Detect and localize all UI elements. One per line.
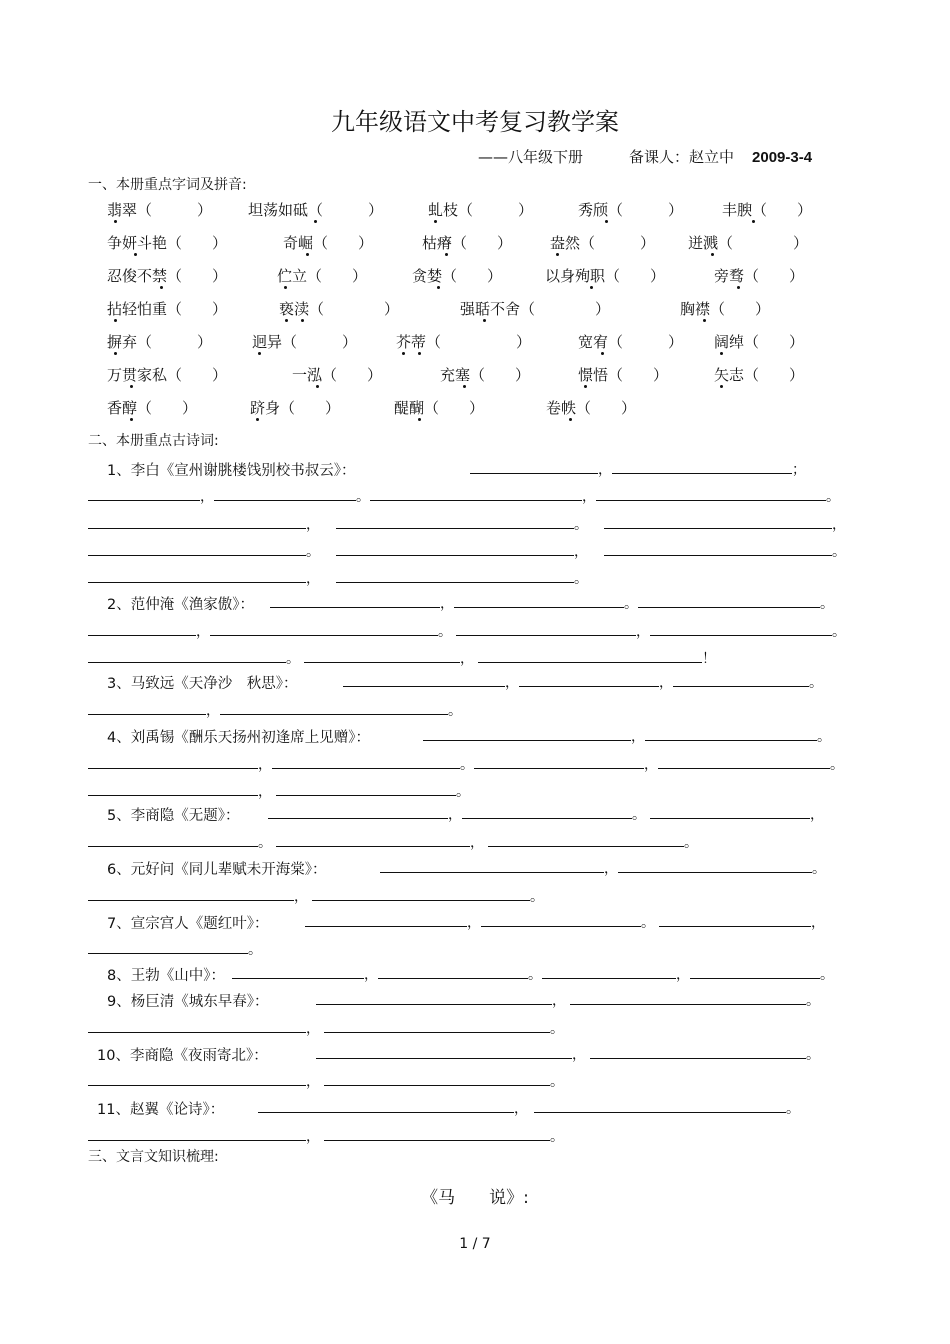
section-heading-poems: 二、本册重点古诗词: bbox=[88, 433, 219, 449]
answer-line: ， ； bbox=[470, 459, 806, 479]
answer-line: ， 。 ， 。 bbox=[88, 486, 840, 506]
answer-line: ， 。 bbox=[380, 858, 826, 878]
answer-line: ， 。 bbox=[88, 568, 588, 588]
answer-line: 。 ， 。 bbox=[88, 541, 846, 561]
answer-line: ， 。 bbox=[88, 1018, 564, 1038]
vocab-item: 枯瘠（ ） bbox=[422, 234, 513, 252]
vocab-item: 旁骛（ ） bbox=[714, 267, 805, 285]
answer-line: ， 。 ， 。 bbox=[232, 964, 834, 984]
vocab-item: 奇崛（ ） bbox=[283, 234, 374, 252]
vocab-item: 秀颀（ ） bbox=[578, 201, 684, 219]
vocab-item: 香醇（ ） bbox=[107, 399, 198, 417]
vocab-item: 阔绰（ ） bbox=[714, 333, 805, 351]
poem-title: 9、杨巨清《城东早春》： bbox=[107, 994, 269, 1010]
vocab-item: 以身殉职（ ） bbox=[545, 267, 666, 285]
vocab-item: 摒弃（ ） bbox=[107, 333, 213, 351]
poem-title: 8、王勃《山中》： bbox=[107, 968, 225, 984]
vocab-item: 芥蒂（ ） bbox=[396, 333, 532, 351]
vocab-item: 一泓（ ） bbox=[292, 366, 383, 384]
vocab-item: 矢志（ ） bbox=[714, 366, 805, 384]
vocab-item: 丰腴（ ） bbox=[722, 201, 813, 219]
answer-line: ， 。 bbox=[316, 990, 820, 1010]
subheading: 《马 说》: bbox=[421, 1188, 529, 1208]
vocab-item: 虬枝（ ） bbox=[428, 201, 534, 219]
page-title: 九年级语文中考复习教学案 bbox=[331, 108, 619, 136]
answer-line: 。 bbox=[88, 939, 262, 959]
vocab-item: 迸溅（ ） bbox=[688, 234, 809, 252]
poem-title: 11、赵翼《论诗》： bbox=[97, 1102, 225, 1118]
page-number: 1 / 7 bbox=[459, 1236, 491, 1252]
answer-line: ， 。 bbox=[423, 726, 831, 746]
vocab-item: 充塞（ ） bbox=[440, 366, 531, 384]
vocab-item: 亵渎（ ） bbox=[279, 300, 400, 318]
vocab-item: 醍醐（ ） bbox=[394, 399, 485, 417]
vocab-item: 伫立（ ） bbox=[277, 267, 368, 285]
answer-line: ， 。 bbox=[316, 1044, 820, 1064]
vocab-item: 盎然（ ） bbox=[550, 234, 656, 252]
date-label: 2009-3-4 bbox=[752, 149, 813, 166]
answer-line: ， 。 ， bbox=[268, 804, 824, 824]
answer-line: ， 。 bbox=[88, 1071, 564, 1091]
answer-line: ， 。 。 bbox=[270, 593, 834, 613]
vocab-item: 宽宥（ ） bbox=[578, 333, 684, 351]
answer-line: ， ， 。 bbox=[343, 672, 823, 692]
preparer-label: 备课人：赵立中 bbox=[629, 148, 735, 166]
answer-line: ， 。 bbox=[88, 781, 470, 801]
vocab-item: 坦荡如砥（ ） bbox=[248, 201, 384, 219]
poem-title: 4、刘禹锡《酬乐天扬州初逢席上见赠》： bbox=[107, 730, 370, 746]
answer-line: ， 。 ， 。 bbox=[88, 754, 844, 774]
poem-title: 7、宣宗宫人《题红叶》： bbox=[107, 916, 269, 932]
poem-title: 5、李商隐《无题》： bbox=[107, 808, 240, 824]
answer-line: ， 。 bbox=[88, 1126, 564, 1146]
byline bbox=[478, 146, 812, 167]
poem-title: 6、元好问《同儿辈赋未开海棠》： bbox=[107, 862, 327, 878]
answer-line: ， 。 bbox=[258, 1098, 800, 1118]
poem-title: 3、马致远《天净沙 秋思》： bbox=[107, 676, 298, 692]
vocab-item: 迥异（ ） bbox=[252, 333, 358, 351]
poem-title: 2、范仲淹《渔家傲》： bbox=[107, 597, 254, 613]
vocab-item: 万贯家私（ ） bbox=[107, 366, 228, 384]
answer-line: 。 ， ！ bbox=[88, 648, 716, 668]
poem-title: 1、李白《宣州谢朓楼饯别校书叔云》： bbox=[107, 463, 356, 479]
vocab-item: 拈轻怕重（ ） bbox=[107, 300, 228, 318]
answer-line: ， 。 bbox=[88, 700, 462, 720]
vocab-item: 争妍斗艳（ ） bbox=[107, 234, 228, 252]
answer-line: 。 ， 。 bbox=[88, 832, 698, 852]
book-label: ——八年级下册 bbox=[478, 148, 584, 166]
vocab-item: 跻身（ ） bbox=[250, 399, 341, 417]
poem-title: 10、李商隐《夜雨寄北》： bbox=[97, 1048, 268, 1064]
answer-line: ， 。 ， bbox=[305, 912, 825, 932]
section-heading-classical: 三、文言文知识梳理: bbox=[88, 1149, 219, 1165]
vocab-item: 强聒不舍（ ） bbox=[460, 300, 611, 318]
vocab-item: 贪婪（ ） bbox=[412, 267, 503, 285]
vocab-item: 翡翠（ ） bbox=[107, 201, 213, 219]
answer-line: ， 。 ， 。 bbox=[88, 621, 846, 641]
vocab-item: 胸襟（ ） bbox=[680, 300, 771, 318]
vocab-item: 忍俊不禁（ ） bbox=[107, 267, 228, 285]
answer-line: ， 。 bbox=[88, 886, 544, 906]
section-heading-vocab: 一、本册重点字词及拼音: bbox=[88, 177, 247, 193]
vocab-item: 卷帙（ ） bbox=[546, 399, 637, 417]
vocab-item: 憬悟（ ） bbox=[578, 366, 669, 384]
answer-line: ， 。 ， bbox=[88, 514, 846, 534]
